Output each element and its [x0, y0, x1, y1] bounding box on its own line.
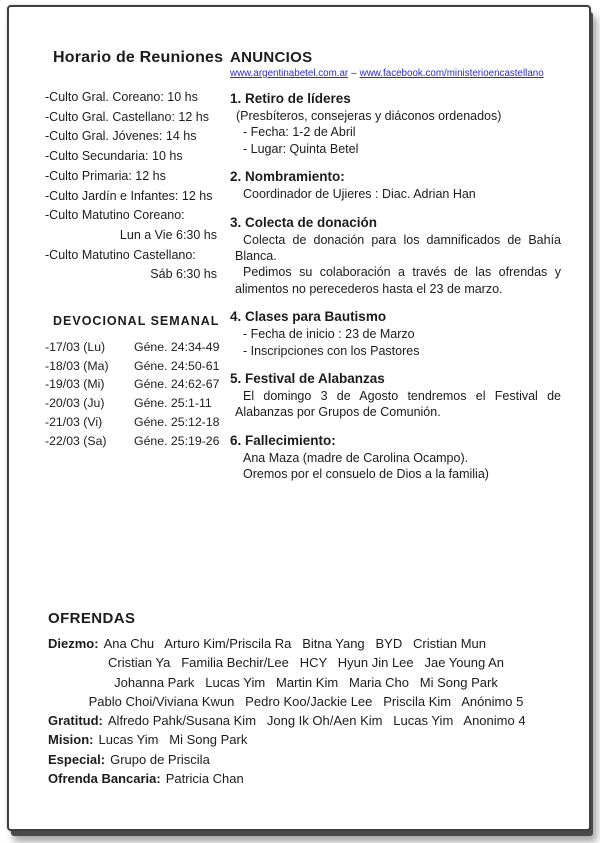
offerings-gratitud-line [48, 711, 564, 730]
schedule-item: -Culto Secundaria: 10 hs [45, 149, 183, 164]
announcements-column [230, 49, 561, 483]
devotional-date: -20/03 (Ju) [45, 396, 105, 411]
announcement-section-2 [230, 169, 561, 202]
offerings-bancaria-names: Patricia Chan [165, 771, 244, 787]
devotional-title: DEVOCIONAL SEMANAL [53, 314, 220, 328]
devotional-date: -22/03 (Sa) [45, 433, 107, 448]
section-line: Ana Maza (madre de Carolina Ocampo). [243, 450, 469, 465]
offerings-diezmo-names: Pablo Choi/Viviana Kwun Pedro Koo/Jackie Lee Priscila Kim Anónimo 5 [88, 693, 524, 709]
schedule-item: -Culto Gral. Jóvenes: 14 hs [45, 129, 197, 144]
offerings-bancaria-line [48, 769, 564, 788]
devotional-table [45, 338, 245, 450]
section-bullet: - Fecha: 1-2 de Abril [243, 125, 356, 140]
devotional-reference: Géne. 25:19-26 [134, 433, 220, 448]
devotional-row [45, 357, 245, 376]
document-page [7, 5, 591, 831]
announcement-section-1 [230, 91, 561, 157]
offerings-mision-label: Mision: [48, 732, 94, 748]
section-title: 5. Festival de Alabanzas [230, 371, 385, 387]
facebook-link[interactable]: www.facebook.com/ministerioencastellano [359, 68, 544, 79]
section-title: 4. Clases para Bautismo [230, 309, 387, 325]
section-title: 6. Fallecimiento: [230, 432, 336, 448]
offerings-title: OFRENDAS [48, 610, 136, 627]
schedule-item: -Culto Primaria: 12 hs [45, 168, 166, 183]
devotional-row [45, 338, 245, 357]
section-line: Oremos por el consuelo de Dios a la familia) [243, 467, 489, 482]
schedule-item: -Culto Gral. Coreano: 10 hs [45, 90, 198, 104]
devotional-row [45, 394, 245, 413]
announcements-links [230, 68, 561, 79]
offerings-bancaria-label: Ofrenda Bancaria: [48, 771, 161, 787]
offerings-mision-line [48, 730, 564, 749]
offerings-mision-names: Lucas Yim Mi Song Park [98, 732, 248, 748]
offerings-especial-label: Especial: [48, 751, 106, 767]
devotional-date: -17/03 (Lu) [45, 340, 106, 354]
section-title: 3. Colecta de donación [230, 214, 378, 230]
section-body: Coordinador de Ujieres : Diac. Adrian Han [243, 187, 476, 202]
offerings-gratitud-names: Alfredo Pahk/Susana Kim Jong Ik Oh/Aen Kim Lucas Yim Anonimo 4 [107, 713, 526, 729]
section-bullet: - Lugar: Quinta Betel [243, 141, 359, 156]
devotional-reference: Géne. 24:50-61 [134, 358, 220, 373]
link-separator: – [351, 68, 357, 79]
offerings-diezmo-line [48, 634, 564, 653]
offerings-diezmo-names: Cristian Ya Familia Bechir/Lee HCY Hyun Jin Lee Jae Young An [108, 655, 504, 671]
offerings-diezmo-names: Johanna Park Lucas Yim Martin Kim Maria Cho Mi Song Park [114, 674, 498, 690]
announcement-section-4 [230, 309, 561, 359]
devotional-reference: Géne. 25:1-11 [134, 396, 212, 411]
offerings-diezmo-label: Diezmo: [48, 636, 99, 651]
schedule-item: -Culto Matutino Castellano: [45, 247, 196, 262]
offerings-gratitud-label: Gratitud: [48, 713, 103, 729]
devotional-row [45, 413, 245, 432]
section-paragraph: Pedimos su colaboración a través de las ofrendas y alimentos no perecederos hasta el 23 de marzo. [235, 265, 561, 296]
announcement-section-5 [230, 371, 561, 421]
schedule-item: -Culto Jardín e Infantes: 12 hs [45, 188, 213, 203]
schedule-list [45, 88, 217, 285]
schedule-item: -Culto Matutino Coreano: [45, 208, 185, 223]
devotional-date: -19/03 (Mi) [45, 377, 105, 392]
announcements-title: ANUNCIOS [230, 49, 313, 66]
offerings-especial-line [48, 750, 564, 769]
devotional-reference: Géne. 24:34-49 [134, 340, 220, 354]
section-title: 1. Retiro de líderes [230, 91, 351, 106]
devotional-date: -21/03 (Vi) [45, 414, 103, 429]
schedule-item: -Culto Gral. Castellano: 12 hs [45, 109, 209, 124]
section-title: 2. Nombramiento: [230, 169, 345, 185]
offerings-block [48, 610, 564, 788]
section-paragraph: Colecta de donación para los damnificados de Bahía Blanca. [235, 232, 561, 264]
section-paragraph: El domingo 3 de Agosto tendremos el Festival de Alabanzas por Grupos de Comunión. [235, 389, 561, 420]
section-bullet: - Fecha de inicio : 23 de Marzo [243, 327, 415, 342]
devotional-reference: Géne. 25:12-18 [134, 414, 220, 429]
schedule-item-time: Lun a Vie 6:30 hs [119, 227, 217, 242]
devotional-date: -18/03 (Ma) [45, 358, 109, 373]
offerings-diezmo-names: Ana Chu Arturo Kim/Priscila Ra Bitna Yang BYD Cristian Mun [103, 636, 487, 651]
announcement-section-6 [230, 433, 561, 483]
schedule-title: Horario de Reuniones [53, 49, 224, 66]
section-line: (Presbíteros, consejeras y diáconos ordenados) [236, 109, 502, 123]
devotional-row [45, 432, 245, 451]
schedule-item-time: Sáb 6:30 hs [150, 267, 217, 282]
devotional-row [45, 375, 245, 394]
website-link[interactable]: www.argentinabetel.com.ar [230, 68, 349, 79]
offerings-especial-names: Grupo de Priscila [110, 751, 210, 767]
devotional-reference: Géne. 24:62-67 [134, 377, 220, 392]
announcement-section-3 [230, 215, 561, 298]
section-bullet: - Inscripciones con los Pastores [243, 343, 420, 358]
